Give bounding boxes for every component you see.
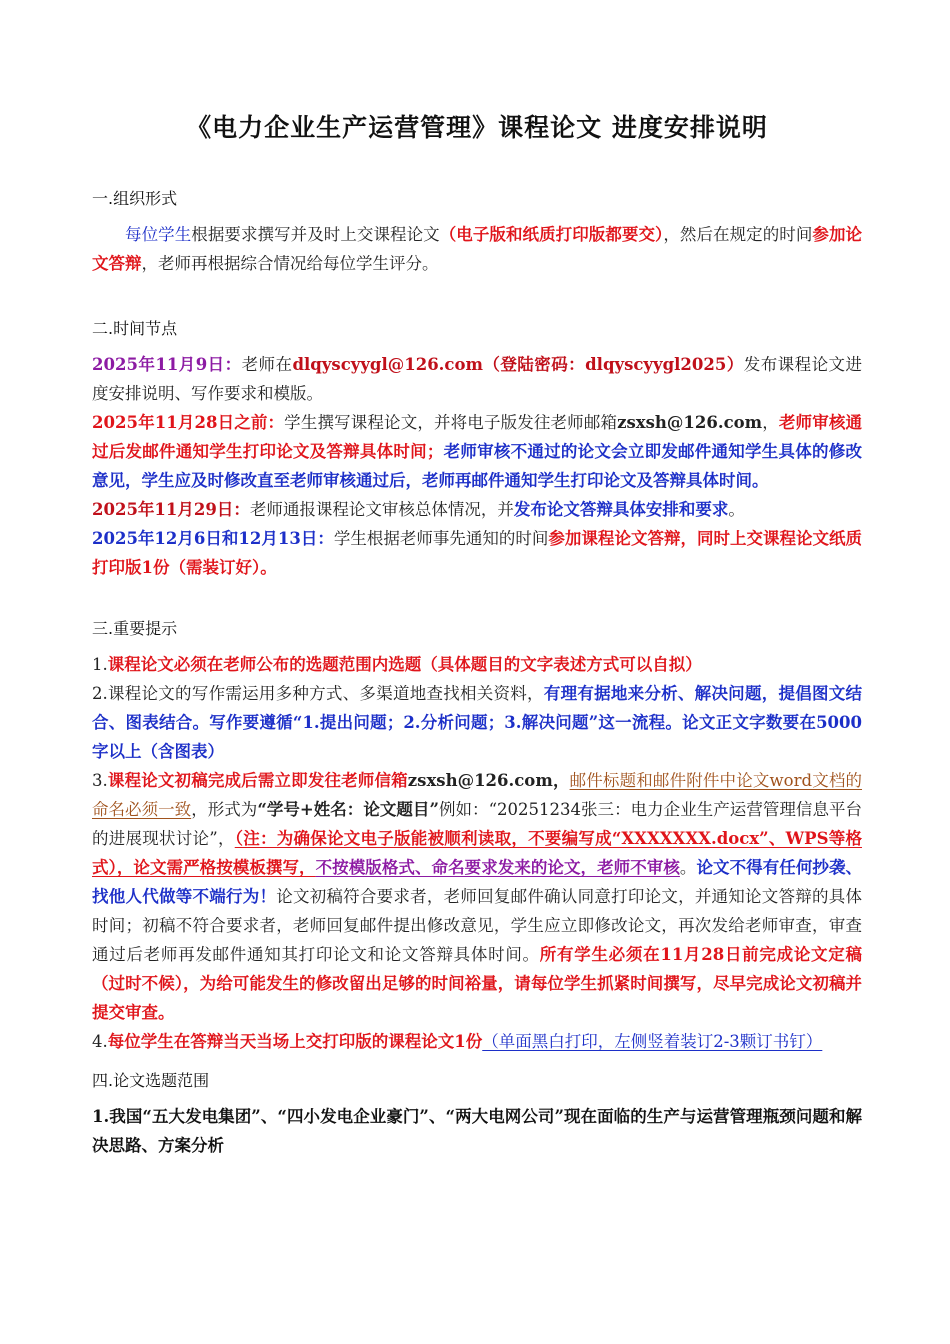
timeline-date-1: 2025年11月9日： [92,355,242,374]
timeline-item-2 [92,408,862,495]
tip-3-comma: ， [552,771,570,790]
document-page [92,96,862,1160]
section-heading-timeline: 二.时间节点 [92,319,178,338]
timeline-item-3 [92,495,862,524]
timeline-item-4 [92,524,862,582]
tip-2-text-1: 课程论文的写作需运用多种方式、多渠道地查找相关资料， [107,684,544,703]
tip-1-text: 课程论文必须在老师公布的选题范围内选题（具体题目的文字表述方式可以自拟） [107,655,702,674]
timeline-1-text-1: 老师在 [241,355,293,374]
timeline-date-2: 2025年11月28日之前： [92,413,285,432]
tip-4-red-text: 每位学生在答辩当天当场上交打印版的课程论文1份 [107,1032,483,1051]
timeline-3-blue-text: 发布论文答辩具体安排和要求 [513,500,729,519]
tip-3 [92,766,862,1027]
timeline-3-text-1: 老师通报课程论文审核总体情况，并 [249,500,514,519]
tip-4-blue-underlined: （单面黑白打印，左侧竖着装订2-3颗订书钉） [482,1032,823,1051]
tip-3-purple-underlined: 不按模版格式、命名要求发来的论文，老师不审核 [315,858,680,877]
timeline-item-1 [92,350,862,408]
timeline-3-text-2: 。 [728,500,745,519]
tip-3-number: 3. [92,771,108,790]
teacher-email: zsxsh@126.com [617,413,763,432]
tip-3-text-3: 。 [679,858,697,877]
tip-3-format: “学号+姓名：论文题目” [257,800,439,819]
tip-2 [92,679,862,766]
org-defense-text: 参加论文答辩 [92,225,862,273]
tip-1-number: 1. [92,655,108,674]
timeline-4-red-text: 参加课程论文答辩，同时上交课程论文纸质打印版1份（需装订好）。 [92,529,863,577]
tip-4-number: 4. [92,1032,108,1051]
timeline-date-3: 2025年11月29日： [92,500,250,519]
tip-3-text-2: 例如：“20251234张三：电力企业生产运营管理信息平台的进展现状讨论”， [92,800,863,848]
org-text-1: 根据要求撰写并及时上交课程论文 [191,225,440,244]
timeline-1-text-2: 发布课程论文进度安排说明、写作要求和模版。 [92,355,863,403]
org-text-3: ，老师再根据综合情况给每位学生评分。 [141,254,439,273]
tip-3-red-underlined: （注：为确保论文电子版能被顺利读取，不要编写成“XXXXXXX.docx”、WPS等格式），论文需严格按模板撰写， [92,829,862,877]
teacher-email-login: dlqyscyygl@126.com（登陆密码：dlqyscyygl2025） [292,355,744,374]
tip-3-email: zsxsh@126.com [407,771,553,790]
org-both-versions-text: （电子版和纸质打印版都要交） [439,225,664,244]
organization-paragraph [92,220,862,278]
tip-3-text-1: ，形式为 [191,800,258,819]
tip-2-blue-text: 有理有据地来分析、解决问题，提倡图文结合、图表结合。写作要遵循“1.提出问题；2.分析问题；3.解决问题”这一流程。论文正文字数要在5000字以上（含图表） [92,684,863,761]
topic-item-1: 1.我国“五大发电集团”、“四小发电企业豪门”、“两大电网公司”现在面临的生产与运营管理瓶颈问题和解决思路、方案分析 [92,1107,862,1155]
tip-3-red-text-2: 所有学生必须在11月28日前完成论文定稿（过时不候），为给可能发生的修改留出足够的时间裕量，请每位学生抓紧时间撰写，尽早完成论文初稿并提交审查。 [92,945,863,1022]
timeline-4-text-1: 学生根据老师事先通知的时间 [333,529,549,548]
tip-3-text-4: 论文初稿符合要求者，老师回复邮件确认同意打印论文，并通知论文答辩的具体时间；初稿不符合要求者，老师回复邮件提出修改意见，学生应立即修改论文，再次发给老师审查，审查通过后老师再发邮件通知其打印论文和论文答辩具体时间。 [92,887,863,964]
timeline-2-text-1: 学生撰写课程论文，并将电子版发往老师邮箱 [284,413,618,432]
timeline-date-4: 2025年12月6日和12月13日： [92,529,334,548]
timeline-2-blue-text: 老师审核不通过的论文会立即发邮件通知学生具体的修改意见，学生应及时修改直至老师审核通过后，老师再邮件通知学生打印论文及答辩具体时间。 [92,442,863,490]
section-heading-tips: 三.重要提示 [92,619,178,638]
section-heading-topics: 四.论文选题范围 [92,1071,210,1090]
timeline-2-text-2: ， [762,413,779,432]
tip-3-red-text-1: 课程论文初稿完成后需立即发往老师信箱 [107,771,408,790]
document-title: 《电力企业生产运营管理》课程论文 进度安排说明 [186,113,768,142]
tip-3-naming-rule: 邮件标题和邮件附件中论文word文档的命名必须一致 [92,771,863,819]
tip-3-blue-text: 论文不得有任何抄袭、找他人代做等不端行为！ [92,858,863,906]
every-student-text: 每位学生 [125,225,192,244]
timeline-2-red-text: 老师审核通过后发邮件通知学生打印论文及答辩具体时间； [92,413,862,461]
tip-2-number: 2. [92,684,108,703]
org-text-2: ，然后在规定的时间 [663,225,813,244]
tip-1 [92,650,862,679]
tip-4 [92,1027,862,1056]
section-heading-organization: 一.组织形式 [92,189,178,208]
